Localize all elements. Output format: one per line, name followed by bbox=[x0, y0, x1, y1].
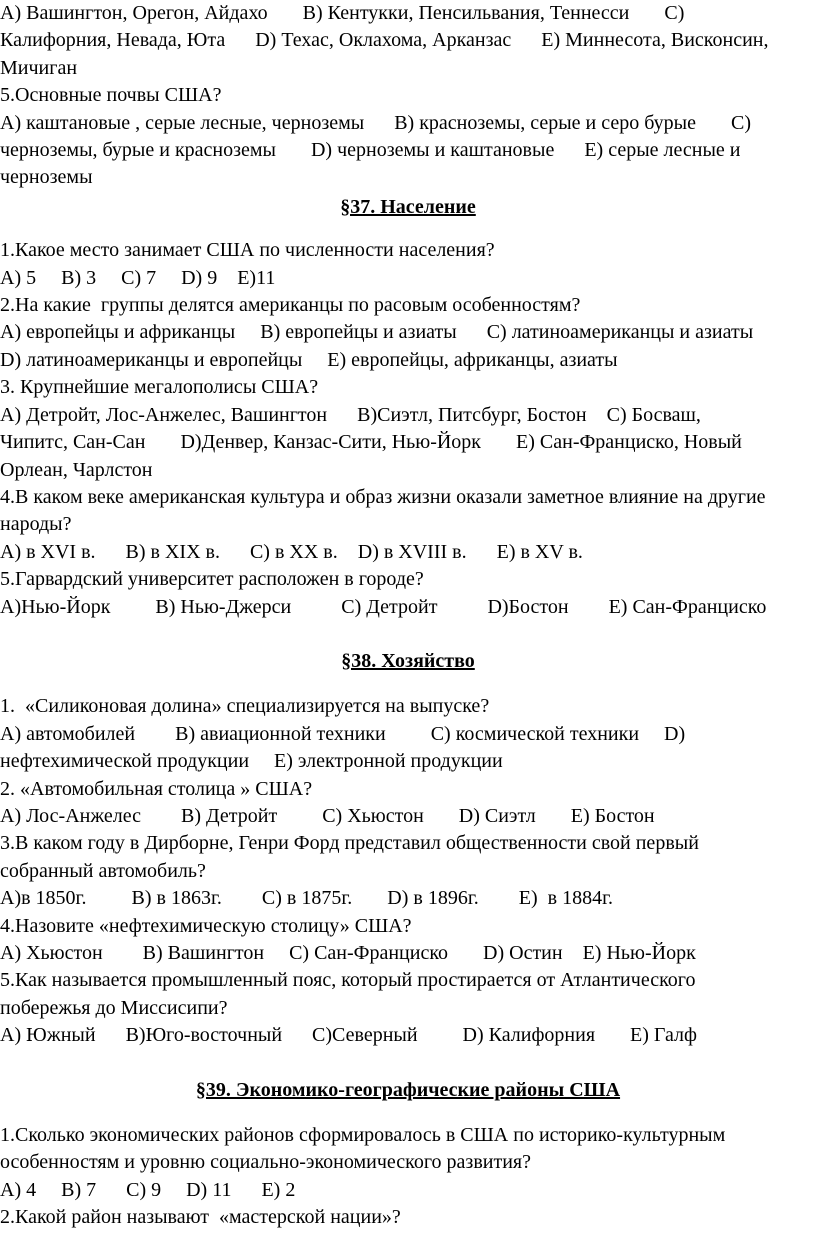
top-block bbox=[0, 0, 816, 192]
text-line: черноземы, бурые и красноземы D) черноземы и каштановые E) серые лесные и bbox=[0, 139, 741, 162]
answer-line: A)Нью-Йорк B) Нью-Джерси C) Детройт D)Бостон E) Сан-Франциско bbox=[0, 595, 767, 618]
answer-line: A) Южный B)Юго-восточный C)Северный D) Калифорния E) Галф bbox=[0, 1024, 697, 1047]
text-line: Калифорния, Невада, Юта D) Техас, Оклахома, Арканзас E) Миннесота, Висконсин, bbox=[0, 29, 769, 52]
question-line: особенностям и уровню социально-экономического развития? bbox=[0, 1151, 531, 1174]
question-line: 2.Какой район называют «мастерской нации»? bbox=[0, 1206, 401, 1229]
question-line: 5.Как называется промышленный пояс, который простирается от Атлантического bbox=[0, 969, 696, 992]
question-line: 4.В каком веке американская культура и образ жизни оказали заметное влияние на другие bbox=[0, 485, 766, 508]
question-line: 1.Какое место занимает США по численности населения? bbox=[0, 239, 495, 262]
text-line: Мичиган bbox=[0, 56, 78, 79]
question-line: побережья до Миссисипи? bbox=[0, 996, 228, 1019]
question-line: 3. Крупнейшие мегалополисы США? bbox=[0, 376, 319, 399]
question-line: 2. «Автомобильная столица » США? bbox=[0, 777, 313, 800]
text-line: A) каштановые , серые лесные, черноземы B) красноземы, серые и серо бурые C) bbox=[0, 111, 751, 134]
section-38 bbox=[0, 693, 816, 1049]
question-line: 2.На какие группы делятся американцы по расовым особенностям? bbox=[0, 294, 581, 317]
question-line: 1. «Силиконовая долина» специализируется на выпуске? bbox=[0, 695, 490, 718]
answer-line: Чипитс, Сан-Сан D)Денвер, Канзас-Сити, Нью-Йорк E) Сан-Франциско, Новый bbox=[0, 431, 742, 454]
answer-line: нефтехимической продукции E) электронной продукции bbox=[0, 750, 503, 773]
section-heading-39: §39. Экономико-географические районы США bbox=[195, 1078, 621, 1101]
text-line: 5.Основные почвы США? bbox=[0, 84, 222, 107]
answer-line: D) латиноамериканцы и европейцы E) европейцы, африканцы, азиаты bbox=[0, 348, 618, 371]
question-line: 4.Назовите «нефтехимическую столицу» США? bbox=[0, 914, 412, 937]
section-37 bbox=[0, 237, 816, 621]
answer-line: A) Лос-Анжелес B) Детройт C) Хьюстон D) Сиэтл E) Бостон bbox=[0, 804, 655, 827]
text-line: черноземы bbox=[0, 166, 93, 189]
answer-line: Орлеан, Чарлстон bbox=[0, 458, 153, 481]
answer-line: A) европейцы и африканцы B) европейцы и азиаты C) латиноамериканцы и азиаты bbox=[0, 321, 754, 344]
question-line: 1.Сколько экономических районов сформировалось в США по историко-культурным bbox=[0, 1124, 726, 1147]
section-heading-38: §38. Хозяйство bbox=[341, 649, 475, 672]
question-line: народы? bbox=[0, 513, 72, 536]
answer-line: A) Детройт, Лос-Анжелес, Вашингтон B)Сиэтл, Питсбург, Бостон C) Босваш, bbox=[0, 403, 701, 426]
answer-line: A) 4 B) 7 C) 9 D) 11 E) 2 bbox=[0, 1178, 296, 1201]
section-39 bbox=[0, 1122, 816, 1232]
answer-line: A) 5 B) 3 C) 7 D) 9 E)11 bbox=[0, 266, 276, 289]
answer-line: A) в XVI в. B) в XIX в. C) в XX в. D) в XVIII в. E) в XV в. bbox=[0, 540, 583, 563]
section-heading-37: §37. Население bbox=[340, 195, 476, 218]
answer-line: A) Хьюстон B) Вашингтон C) Сан-Франциско D) Остин E) Нью-Йорк bbox=[0, 942, 696, 964]
text-line: A) Вашингтон, Орегон, Айдахо B) Кентукки, Пенсильвания, Теннесси C) bbox=[0, 2, 685, 24]
question-line: собранный автомобиль? bbox=[0, 859, 206, 882]
answer-line: A) автомобилей B) авиационной техники C) космической техники D) bbox=[0, 722, 686, 745]
answer-line: A)в 1850г. B) в 1863г. C) в 1875г. D) в 1896г. E) в 1884г. bbox=[0, 887, 614, 910]
question-line: 5.Гарвардский университет расположен в городе? bbox=[0, 568, 424, 591]
question-line: 3.В каком году в Дирборне, Генри Форд представил общественности свой первый bbox=[0, 832, 699, 855]
